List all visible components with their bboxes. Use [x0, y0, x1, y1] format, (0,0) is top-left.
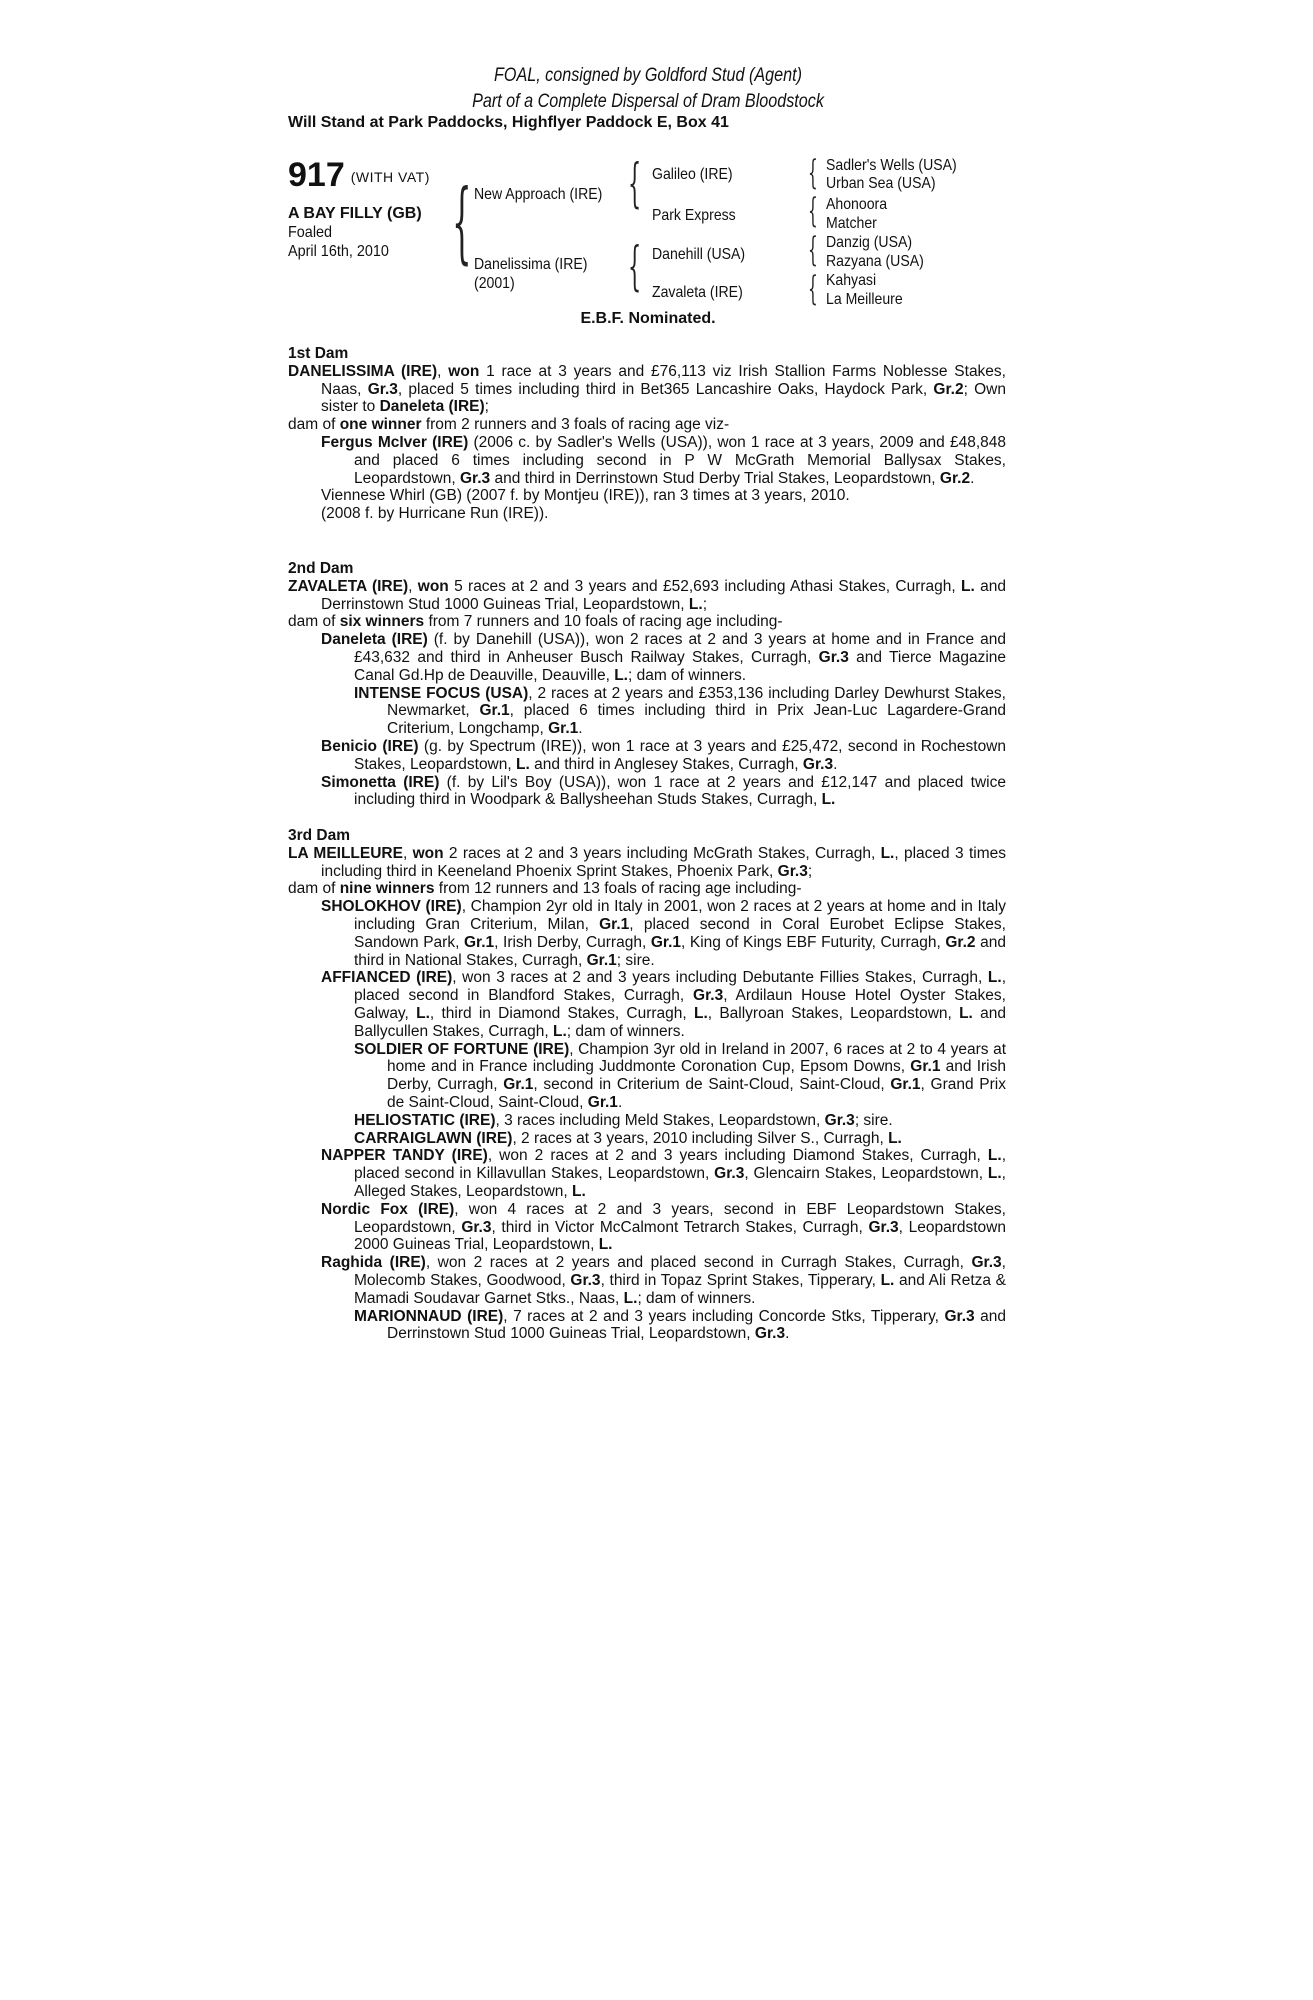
horse-name: AFFIANCED (IRE): [321, 969, 453, 987]
produce-entry: (2008 f. by Hurricane Run (IRE)).: [321, 505, 549, 523]
text: , Molecomb Stakes, Goodwood,: [354, 1254, 1006, 1289]
text: and third in Derrinstown Stud Derby Trial Stakes, Leopardstown,: [490, 469, 940, 487]
pedigree-brace-main: {: [452, 170, 472, 273]
text: ; sire.: [616, 951, 655, 969]
text: (g. by Spectrum (IRE)), won 1 race at 3 years and £25,472, second in Rochestown Stakes, Leopardstown,: [354, 737, 1006, 773]
third-dam-record: LA MEILLEURE, won 2 races at 2 and 3 years including McGrath Stakes, Curragh, L., placed 3 times including third in Keeneland Phoenix Sprint Stakes, Phoenix Park, Gr.3;: [288, 844, 1006, 880]
consignor-line: [288, 63, 1008, 88]
pedigree-brace-g1: {: [808, 153, 818, 193]
winner-count: nine winners: [339, 880, 435, 898]
pedigree-sire-dam: Park Express: [652, 207, 736, 224]
won-label: won: [448, 362, 480, 380]
grade: L.: [880, 844, 895, 862]
ebf-nomination: E.B.F. Nominated.: [580, 310, 716, 327]
text: and Ali Retza & Mamadi Soudavar Garnet Stks., Naas,: [354, 1271, 1006, 1307]
stable-location: Will Stand at Park Paddocks, Highflyer Paddock E, Box 41: [288, 114, 729, 131]
pedigree-brace-g3: {: [808, 230, 818, 270]
text: dam of: [288, 613, 340, 631]
text: , placed second in Killavullan Stakes, Leopardstown,: [354, 1147, 1007, 1183]
horse-name: CARRAIGLAWN (IRE): [354, 1129, 513, 1147]
text: , Champion 3yr old in Ireland in 2007, 6 races at 2 to 4 years at home and in France including Juddmonte Coronation Cup, Epsom Downs,: [387, 1040, 1006, 1076]
grade: L.: [693, 1004, 708, 1022]
pedigree-g7: Kahyasi: [826, 272, 877, 289]
produce-entry: Viennese Whirl (GB) (2007 f. by Montjeu (IRE)), ran 3 times at 3 years, 2010.: [321, 487, 850, 505]
horse-name: INTENSE FOCUS (USA): [354, 684, 529, 702]
winner-count: six winners: [339, 613, 425, 631]
produce-entry: [288, 685, 1006, 738]
grade: Gr.2: [939, 469, 971, 487]
text: (f. by Danehill (USA)), won 2 races at 2 and 3 years at home and in France and £43,632 and third in Anheuser Busch Railway Stakes, Curragh,: [354, 631, 1006, 666]
second-dam-heading: 2nd Dam: [288, 560, 354, 577]
text: and third in Anglesey Stakes, Curragh,: [529, 755, 803, 773]
text: , won 3 races at 2 and 3 years including Debutante Fillies Stakes, Curragh,: [452, 969, 988, 987]
grade: L.: [987, 1147, 1002, 1165]
text: ; dam of winners.: [637, 1289, 756, 1307]
second-dam-record: ZAVALETA (IRE), won 5 races at 2 and 3 years and £52,693 including Athasi Stakes, Curragh, L. and Derrinstown Stud 1000 Guineas Trial, Leopardstown, L.;: [288, 577, 1006, 613]
text: , placed second in Coral Eurobet Eclipse Stakes, Sandown Park,: [354, 915, 1006, 951]
text: ;: [484, 398, 489, 416]
grade: Gr.3: [868, 1218, 899, 1236]
produce-entry: [288, 1308, 1006, 1344]
pedigree-g2: Urban Sea (USA): [826, 175, 936, 192]
won-label: won: [417, 577, 449, 595]
lot-number-value: 917: [288, 156, 345, 194]
pedigree-g1: Sadler's Wells (USA): [826, 157, 957, 174]
text: 1 race at 3 years and £76,113 viz Irish Stallion Farms Noblesse Stakes, Naas,: [321, 362, 1006, 398]
grade: Gr.2: [933, 380, 964, 398]
grade: Gr.1: [586, 951, 617, 969]
first-dam-section: [288, 345, 1006, 523]
lot-number: [288, 156, 430, 196]
grade: Gr.1: [587, 1093, 618, 1111]
grade: L.: [614, 666, 628, 684]
text: ;: [807, 862, 813, 880]
grade: L.: [572, 1182, 586, 1200]
text: 2 races at 2 and 3 years including McGrath Stakes, Curragh,: [443, 844, 881, 862]
text: from 2 runners and 3 foals of racing age viz-: [421, 416, 730, 434]
grade: Gr.1: [650, 933, 682, 951]
second-dam-produce-summary: [288, 613, 1006, 631]
grade: Gr.1: [479, 702, 510, 720]
grade: L.: [961, 577, 975, 595]
vat-note: (WITH VAT): [350, 169, 430, 186]
produce-entry: [288, 434, 1006, 487]
produce-entry: [288, 631, 1006, 684]
text: , placed 6 times including third in Prix Jean-Luc Lagardere-Grand Criterium, Longchamp,: [387, 702, 1006, 738]
grade: L.: [821, 791, 836, 809]
dam-name: DANELISSIMA (IRE): [288, 362, 438, 380]
grade: L.: [987, 969, 1002, 987]
pedigree-g3: Ahonoora: [826, 196, 888, 213]
text: ; Own sister to: [321, 380, 1006, 416]
produce-entry: [288, 1201, 1006, 1254]
horse-name: Benicio (IRE): [321, 737, 419, 755]
text: , Irish Derby, Curragh,: [494, 933, 651, 951]
grade: Gr.3: [367, 380, 398, 398]
pedigree-brace-g4: {: [808, 269, 818, 309]
grade: Gr.2: [945, 933, 976, 951]
grade: Gr.3: [777, 862, 808, 880]
produce-entry: [288, 1147, 1006, 1200]
text: , Grand Prix de Saint-Cloud, Saint-Cloud,: [387, 1076, 1006, 1111]
pedigree-sire: New Approach (IRE): [474, 186, 603, 203]
horse-name: NAPPER TANDY (IRE): [321, 1147, 488, 1165]
text: .: [833, 755, 838, 773]
horse-name: Daneleta (IRE): [321, 631, 428, 649]
text: ;: [702, 595, 707, 613]
grade: Gr.3: [461, 1218, 492, 1236]
dam-name: ZAVALETA (IRE): [288, 577, 409, 595]
pedigree-dam-dam: Zavaleta (IRE): [652, 284, 743, 301]
third-dam-produce-summary: [288, 880, 1006, 898]
horse-name: HELIOSTATIC (IRE): [354, 1111, 496, 1129]
grade: Gr.3: [714, 1165, 745, 1183]
horse-name: Fergus McIver (IRE): [321, 433, 469, 451]
text: (2006 c. by Sadler's Wells (USA)), won 1 race at 3 years, 2009 and £48,848 and placed 6 times including second in P W McGrath Memorial Ballysax Stakes, Leopardstown,: [354, 433, 1006, 487]
grade: L.: [987, 1165, 1002, 1183]
grade: Gr.1: [463, 933, 495, 951]
text: and Derrinstown Stud 1000 Guineas Trial, Leopardstown,: [321, 577, 1006, 613]
grade: Gr.3: [460, 469, 491, 487]
text: from 12 runners and 13 foals of racing age including-: [434, 880, 802, 898]
horse-name: Nordic Fox (IRE): [321, 1200, 455, 1218]
pedigree-g5: Danzig (USA): [826, 234, 913, 251]
grade: Gr.3: [570, 1271, 601, 1289]
text: , placed 3 times including third in Keeneland Phoenix Sprint Stakes, Phoenix Park,: [321, 844, 1006, 880]
second-dam-section: [288, 560, 1006, 809]
text: , Glencairn Stakes, Leopardstown,: [744, 1165, 988, 1183]
consignor-text: FOAL, consigned by Goldford Stud (Agent): [494, 65, 802, 86]
text: , third in Diamond Stakes, Curragh,: [429, 1004, 694, 1022]
winner-count: one winner: [339, 416, 422, 434]
horse-name: MARIONNAUD (IRE): [354, 1307, 504, 1325]
text: ; dam of winners.: [627, 666, 747, 684]
grade: L.: [959, 1004, 973, 1022]
pedigree-brace-sire: {: [628, 154, 642, 214]
text: and third in National Stakes, Curragh,: [354, 933, 1006, 969]
text: .: [617, 1093, 623, 1111]
produce-entry: [288, 1254, 1006, 1307]
dispersal-line: [288, 89, 1008, 114]
dispersal-text: Part of a Complete Dispersal of Dram Bloodstock: [472, 91, 824, 112]
text: , Ballyroan Stakes, Leopardstown,: [707, 1004, 960, 1022]
grade: Gr.1: [548, 720, 579, 738]
text: , 3 races including Meld Stakes, Leopardstown,: [495, 1111, 825, 1129]
grade: Gr.3: [754, 1325, 786, 1343]
grade: Gr.1: [890, 1076, 921, 1094]
text: , third in Victor McCalmont Tetrarch Stakes, Curragh,: [491, 1218, 869, 1236]
text: , 2 races at 3 years, 2010 including Silver S., Curragh,: [512, 1129, 889, 1147]
horse-name: SHOLOKHOV (IRE): [321, 898, 462, 916]
text: from 7 runners and 10 foals of racing age including-: [424, 613, 783, 631]
text: ; dam of winners.: [566, 1022, 685, 1040]
text: (f. by Lil's Boy (USA)), won 1 race at 2 years and £12,147 and placed twice including third in Woodpark & Ballysheehan Studs Stakes, Curragh,: [354, 773, 1006, 809]
grade: L.: [688, 595, 703, 613]
horse-name: Simonetta (IRE): [321, 773, 440, 791]
text: , Alleged Stakes, Leopardstown,: [354, 1165, 1006, 1200]
text: and Tierce Magazine Canal Gd.Hp de Deauville, Deauville,: [354, 648, 1007, 684]
text: .: [785, 1325, 790, 1343]
produce-entry: [288, 1112, 1006, 1130]
text: , won 2 races at 2 and 3 years including Diamond Stakes, Curragh,: [487, 1147, 988, 1165]
won-label: won: [412, 844, 444, 862]
pedigree-brace-dam: {: [628, 237, 642, 297]
first-dam-record: DANELISSIMA (IRE), won 1 race at 3 years and £76,113 viz Irish Stallion Farms Noblesse Stakes, Naas, Gr.3, placed 5 times including third in Bet365 Lancashire Oaks, Haydock Park, Gr.2; Own sister to Daneleta (IRE);: [288, 362, 1006, 416]
horse-name: Raghida (IRE): [321, 1254, 426, 1272]
text: .: [578, 720, 583, 738]
produce-entry: [288, 774, 1006, 810]
text: , 2 races at 2 years and £353,136 including Darley Dewhurst Stakes, Newmarket,: [387, 684, 1006, 720]
foaled-date: April 16th, 2010: [288, 243, 389, 260]
pedigree-sire-sire: Galileo (IRE): [652, 166, 733, 183]
text: , King of Kings EBF Futurity, Curragh,: [681, 933, 946, 951]
grade: L.: [553, 1022, 567, 1040]
grade: Gr.1: [503, 1076, 534, 1094]
first-dam-produce-summary: [288, 416, 1006, 434]
grade: Gr.3: [802, 755, 834, 773]
text: , 7 races at 2 and 3 years including Concorde Stks, Tipperary,: [503, 1307, 945, 1325]
text: , won 2 races at 2 years and placed second in Curragh Stakes, Curragh,: [425, 1254, 972, 1272]
text: ; sire.: [854, 1111, 893, 1129]
produce-entry: [288, 969, 1006, 1040]
text: and Ballycullen Stakes, Curragh,: [354, 1004, 1006, 1040]
lot-title: A BAY FILLY (GB): [288, 205, 422, 222]
sister-name: Daneleta (IRE): [379, 398, 485, 416]
text: .: [970, 469, 975, 487]
produce-entry: [288, 738, 1006, 774]
text: , Champion 2yr old in Italy in 2001, won 2 races at 2 years at home and in Italy including Gran Criterium, Milan,: [354, 898, 1006, 933]
pedigree-g8: La Meilleure: [826, 291, 903, 308]
text: 5 races at 2 and 3 years and £52,693 including Athasi Stakes, Curragh,: [448, 577, 962, 595]
text: dam of: [288, 416, 340, 434]
text: , placed 5 times including third in Bet365 Lancashire Oaks, Haydock Park,: [397, 380, 934, 398]
dam-name: LA MEILLEURE: [288, 844, 403, 862]
text: , Ardilaun House Hotel Oyster Stakes, Galway,: [354, 987, 1006, 1022]
grade: L.: [516, 755, 530, 773]
text: , won 4 races at 2 and 3 years, second in EBF Leopardstown Stakes, Leopardstown,: [354, 1200, 1006, 1236]
pedigree-brace-g2: {: [808, 191, 818, 231]
pedigree-g6: Razyana (USA): [826, 253, 924, 270]
grade: L.: [880, 1271, 895, 1289]
produce-entry: [288, 898, 1006, 969]
grade: Gr.3: [971, 1254, 1002, 1272]
pedigree-dam: Danelissima (IRE): [474, 256, 588, 273]
first-dam-heading: 1st Dam: [288, 345, 349, 362]
pedigree-dam-year: (2001): [474, 275, 515, 292]
produce-entry: [288, 1130, 1006, 1148]
horse-name: SOLDIER OF FORTUNE (IRE): [354, 1040, 570, 1058]
text: dam of: [288, 880, 340, 898]
pedigree-g4: Matcher: [826, 215, 877, 232]
pedigree-dam-sire: Danehill (USA): [652, 246, 746, 263]
third-dam-section: [288, 827, 1006, 1343]
grade: Gr.1: [910, 1058, 941, 1076]
text: , Leopardstown 2000 Guineas Trial, Leopardstown,: [354, 1218, 1006, 1254]
grade: L.: [598, 1236, 613, 1254]
grade: Gr.3: [818, 648, 849, 666]
foaled-label: Foaled: [288, 224, 333, 241]
produce-entry: [288, 1041, 1006, 1112]
grade: L.: [416, 1004, 430, 1022]
third-dam-heading: 3rd Dam: [288, 827, 351, 844]
grade: Gr.3: [944, 1307, 975, 1325]
grade: L.: [888, 1129, 902, 1147]
text: and Derrinstown Stud 1000 Guineas Trial, Leopardstown,: [387, 1307, 1006, 1343]
grade: Gr.3: [693, 987, 724, 1005]
grade: L.: [623, 1289, 638, 1307]
text: , third in Topaz Sprint Stakes, Tipperary,: [600, 1271, 881, 1289]
text: , second in Criterium de Saint-Cloud, Saint-Cloud,: [533, 1076, 891, 1094]
text: and Irish Derby, Curragh,: [387, 1058, 1006, 1094]
grade: Gr.3: [824, 1111, 855, 1129]
text: , placed second in Blandford Stakes, Curragh,: [354, 969, 1006, 1005]
grade: Gr.1: [599, 915, 630, 933]
